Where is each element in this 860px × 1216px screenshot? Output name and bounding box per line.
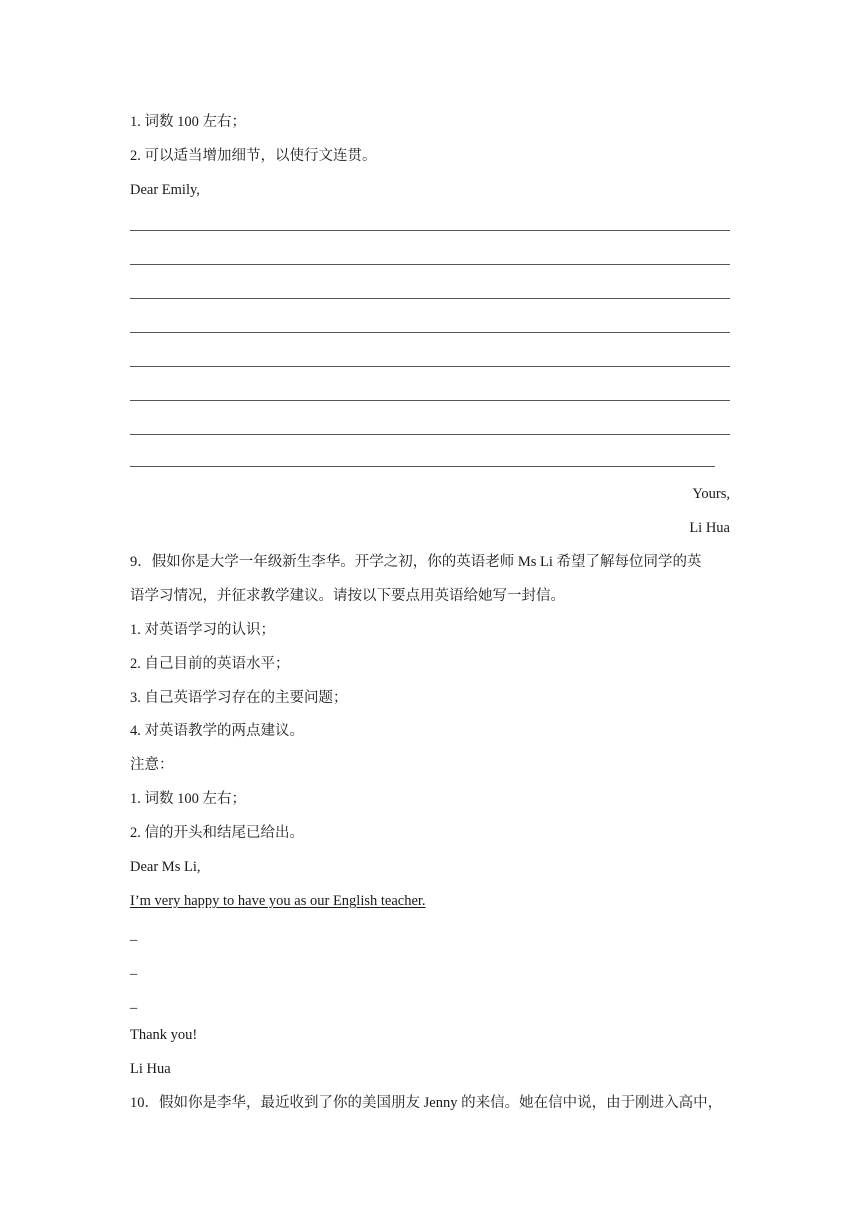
note-label: 注意：: [130, 757, 174, 773]
question-9-point: 1. 对英语学习的认识；: [130, 622, 275, 638]
blank-line-marker[interactable]: _: [130, 961, 138, 977]
writing-line[interactable]: [130, 230, 730, 231]
note-item: 2. 信的开头和结尾已给出。: [130, 825, 304, 841]
letter-thanks: Thank you!: [130, 1027, 198, 1043]
writing-line[interactable]: [130, 400, 730, 401]
letter-signature: Li Hua: [689, 520, 730, 536]
question-9-point: 4. 对英语教学的两点建议。: [130, 723, 304, 739]
letter-opening: [130, 891, 730, 911]
blank-line-marker[interactable]: _: [130, 995, 138, 1011]
letter-signature: Li Hua: [130, 1061, 171, 1077]
writing-line[interactable]: [130, 264, 730, 265]
letter-closing: Yours,: [692, 486, 730, 502]
letter-opening-text: I’m very happy to have you as our English teacher.: [130, 893, 426, 909]
letter-salutation: Dear Ms Li,: [130, 859, 201, 875]
question-9-prompt-line-1: 9．假如你是大学一年级新生李华。开学之初，你的英语老师 Ms Li 希望了解每位同学的英: [130, 554, 702, 570]
requirement-word-count: 1. 词数 100 左右；: [130, 114, 246, 130]
writing-line[interactable]: [130, 366, 730, 367]
question-10-prompt-line-1: 10．假如你是李华，最近收到了你的美国朋友 Jenny 的来信。她在信中说，由于刚进入高中，: [130, 1095, 723, 1111]
letter-salutation: Dear Emily,: [130, 182, 200, 198]
blank-line-marker[interactable]: _: [130, 927, 138, 943]
writing-line[interactable]: [130, 466, 715, 467]
writing-line[interactable]: [130, 298, 730, 299]
writing-line[interactable]: [130, 434, 730, 435]
question-9-point: 2. 自己目前的英语水平；: [130, 656, 290, 672]
requirement-details: 2. 可以适当增加细节，以使行文连贯。: [130, 148, 377, 164]
question-9-point: 3. 自己英语学习存在的主要问题；: [130, 690, 348, 706]
note-item: 1. 词数 100 左右；: [130, 791, 246, 807]
question-9-prompt-line-2: 语学习情况，并征求教学建议。请按以下要点用英语给她写一封信。: [130, 588, 565, 604]
writing-line[interactable]: [130, 332, 730, 333]
